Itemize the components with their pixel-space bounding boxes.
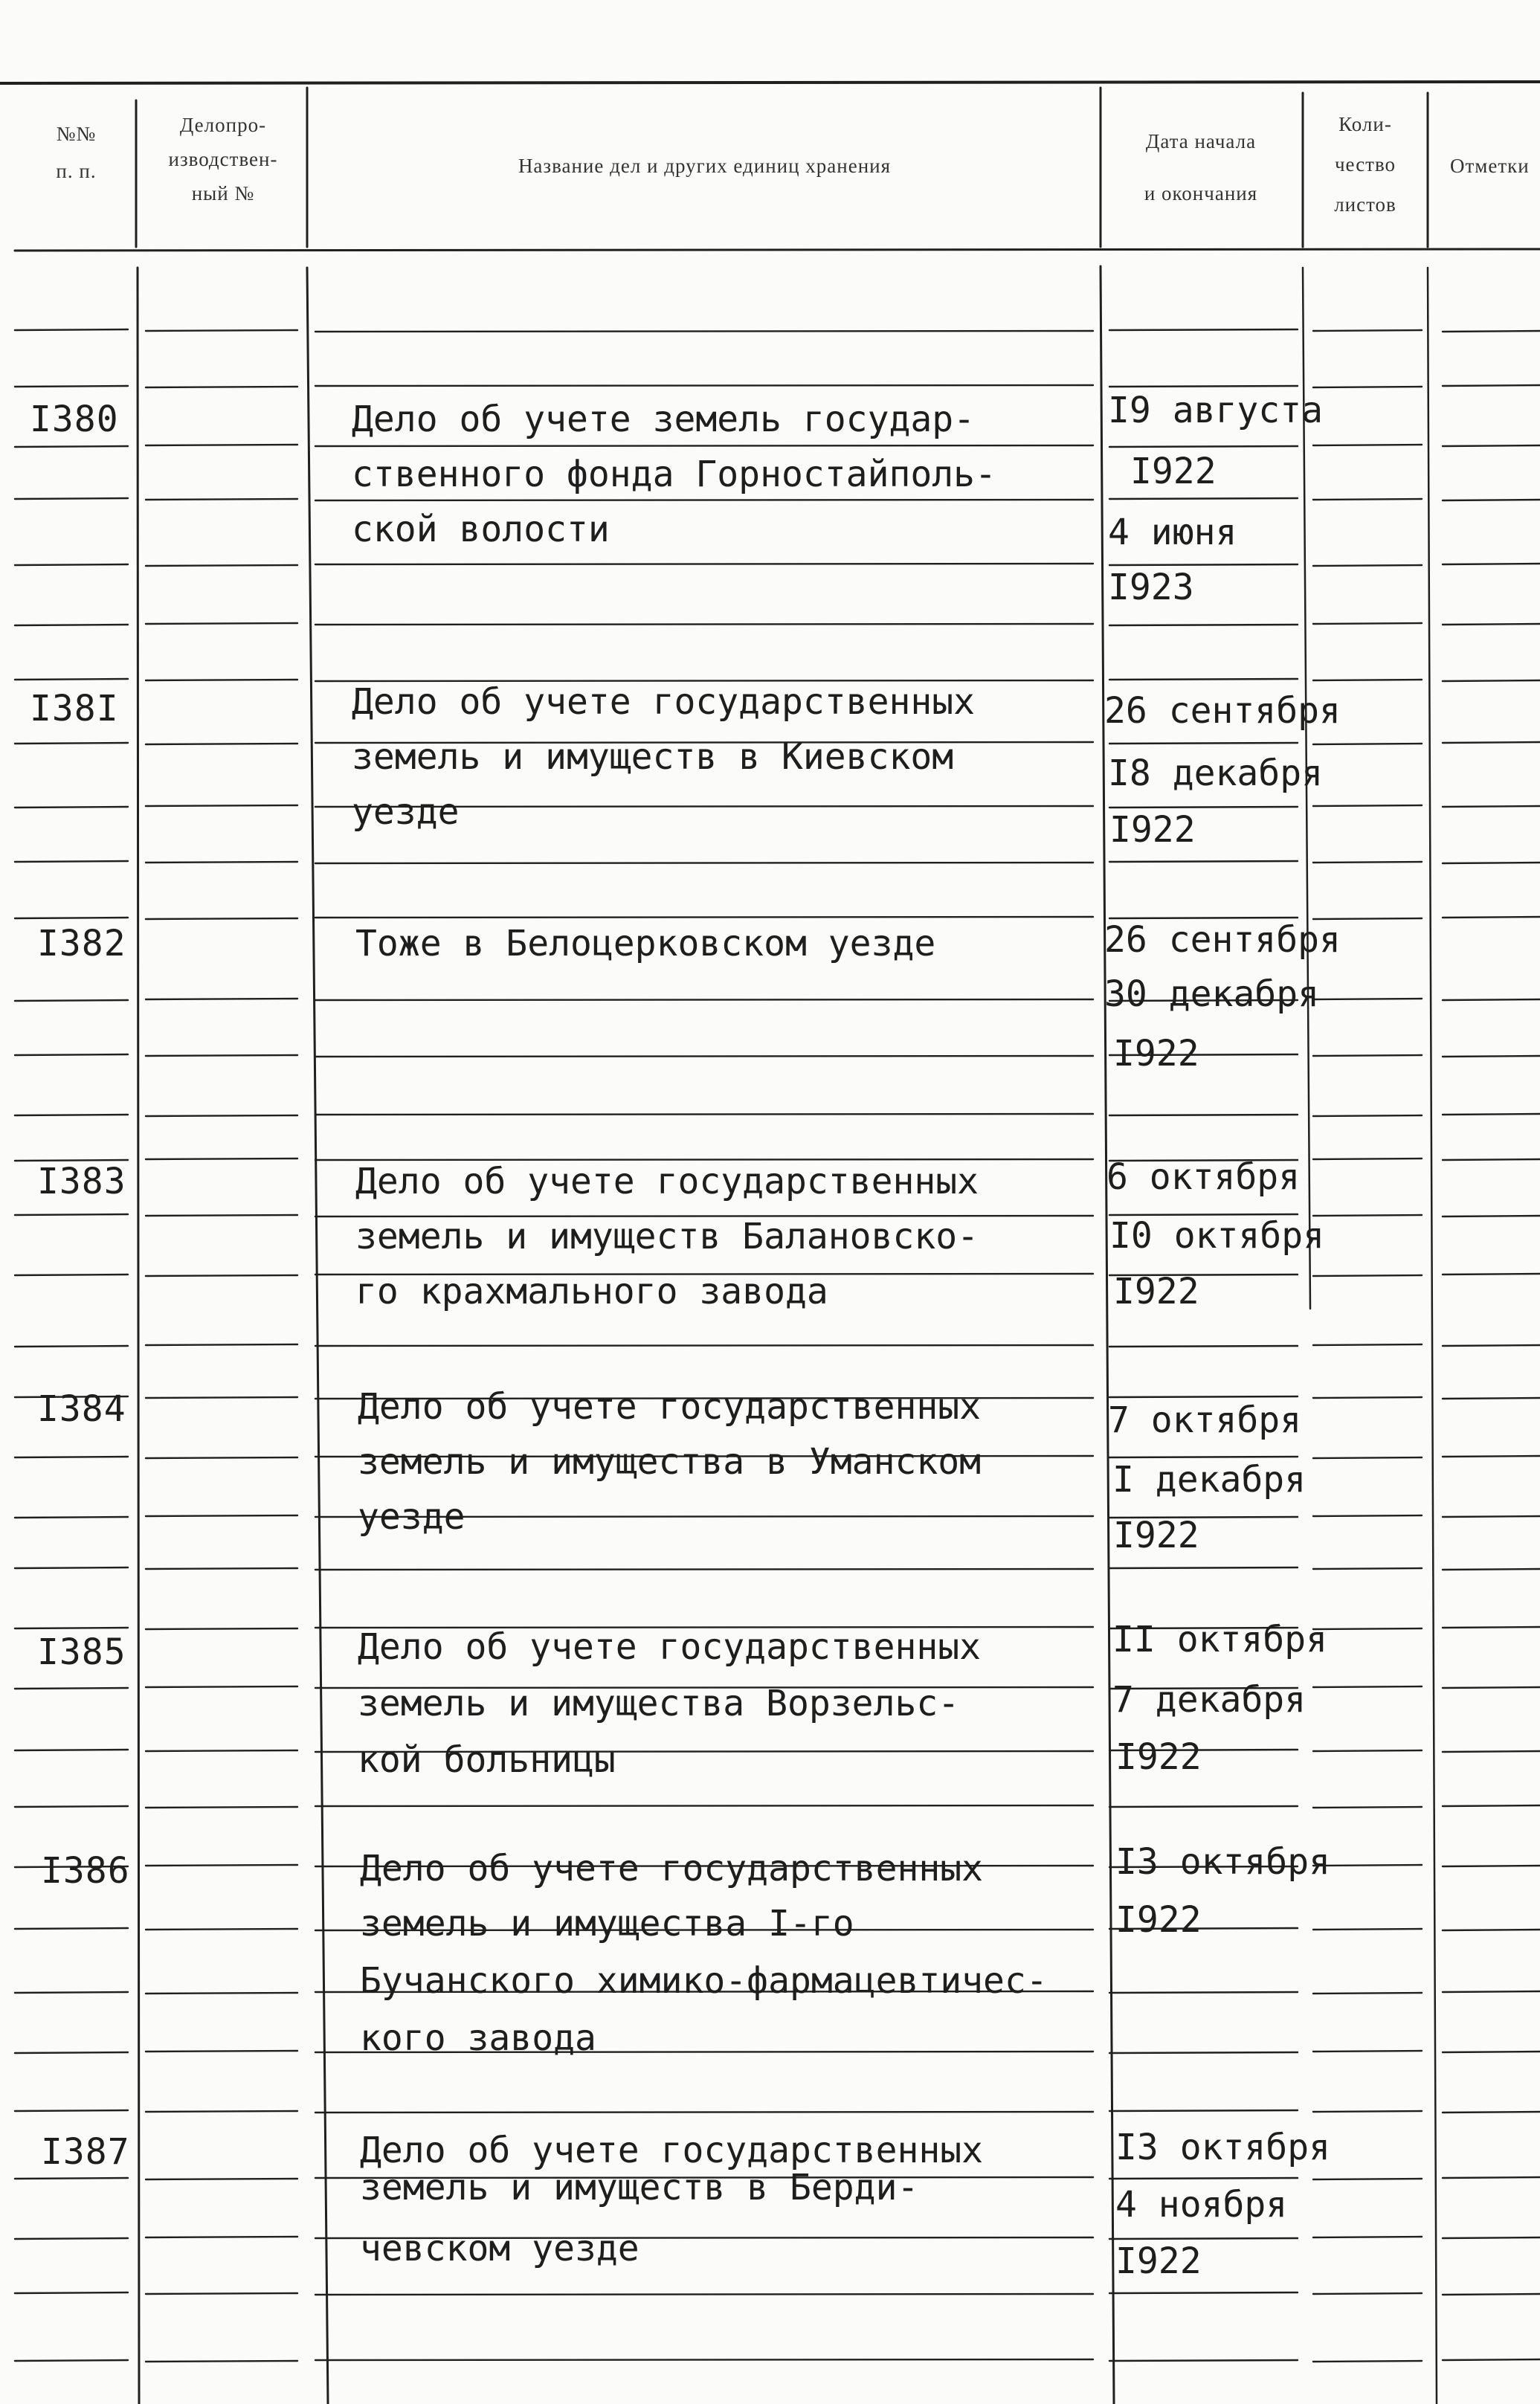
ruled-line [15,1274,128,1275]
ruled-line [1313,565,1422,566]
record-date-line: I декабря [1112,1459,1307,1501]
header-sheets-line2: чество [1334,153,1396,175]
ruled-line [15,564,128,565]
ruled-line [146,1397,297,1398]
ruled-line [1443,1516,1540,1517]
ruled-line [1109,1806,1298,1807]
record-date-line: I923 [1108,567,1194,608]
ruled-line [1109,2292,1298,2293]
ruled-line [146,623,297,624]
record-title-line: земель и имущества I-го [360,1903,854,1944]
ruled-line [1313,1515,1422,1516]
ruled-line [1313,1750,1422,1751]
ruled-line [315,331,1093,332]
ruled-line [1443,1627,1540,1628]
ruled-line [1443,1805,1540,1806]
record-title-line: го крахмального завода [355,1271,828,1312]
ruled-line [15,861,128,862]
record-date-line: I922 [1113,1033,1199,1074]
ruled-line [1313,1275,1422,1276]
ruled-line [146,2361,297,2362]
ruled-line [146,862,297,863]
ruled-line [15,329,128,330]
ruled-line [1443,2112,1540,2113]
header-number-line1: №№ [56,123,97,145]
ruled-line [1313,1628,1422,1629]
ruled-line [15,2360,128,2361]
ruled-line [1313,499,1422,500]
ruled-line [1313,2361,1422,2362]
ruled-line [15,2292,128,2293]
ruled-line [146,1993,297,1994]
ruled-line [1109,2360,1298,2361]
ruled-line [146,1628,297,1629]
ruled-line [15,1517,128,1518]
ruled-line [15,386,128,387]
ruled-line [1109,329,1298,330]
ruled-line [15,743,128,744]
header-sheets-line3: листов [1334,193,1396,216]
ruled-line [1313,1344,1422,1345]
ruled-line [1443,1687,1540,1688]
record-title-line: Дело об учете государственных [355,1161,979,1202]
ruled-line [15,1054,128,1055]
ruled-line [1443,1751,1540,1752]
ruled-line [1109,743,1298,744]
header-office-line1: Делопро- [179,114,267,136]
header-sheets-line1: Коли- [1338,113,1392,135]
ruled-line [15,2052,128,2053]
ruled-line [1313,1457,1422,1458]
ruled-line [146,1568,297,1569]
record-title-line: Тоже в Белоцерковском уезде [355,923,936,964]
ruled-line [146,1115,297,1116]
ruled-line [1443,742,1540,743]
record-number: I38I [30,688,119,729]
ruled-line [1313,1115,1422,1116]
record-date-line: I3 октября [1115,2127,1330,2168]
ruled-line [1443,2294,1540,2295]
ruled-line [1313,1055,1422,1056]
record-number: I386 [41,1850,130,1892]
ruled-line [1443,385,1540,386]
ruled-line [1443,2177,1540,2178]
record-date-line: I922 [1115,2240,1202,2282]
ruled-line [15,1000,128,1001]
ruled-line [146,1215,297,1216]
record-date-line: I0 октября [1109,1215,1324,1257]
header-dates-line2: и окончания [1144,182,1258,204]
ruled-line [315,2294,1093,2295]
record-number: I383 [37,1161,126,1202]
ruled-line [15,498,128,499]
ruled-line [1109,1346,1298,1347]
record-title-line: Дело об учете государственных [360,1848,984,1889]
ruled-line [15,1806,128,1807]
ruled-line [146,1807,297,1808]
ruled-line [15,679,128,680]
ruled-line [315,2359,1093,2360]
record-title-line: Бучанского химико-фармацевтичес- [360,1960,1048,2002]
record-date-line: 30 декабря [1104,973,1319,1015]
header-number-line2: п. п. [56,160,97,182]
ruled-line [146,499,297,500]
record-date-line: I922 [1113,1271,1199,1312]
record-date-line: I922 [1113,1515,1199,1556]
ruled-line [146,1929,297,1930]
ruled-line [146,565,297,566]
ruled-line [15,1214,128,1215]
ruled-line [1443,2359,1540,2360]
record-date-line: I922 [1130,451,1217,492]
ruled-line [146,330,297,331]
record-number: I385 [37,1631,126,1673]
ruled-line [146,2051,297,2052]
record-date-line: I922 [1115,1736,1202,1778]
ruled-line [1313,1215,1422,1216]
ruled-line [1313,862,1422,863]
record-number: I382 [37,923,126,964]
ruled-line [146,1055,297,1056]
record-title-line: Дело об учете государственных [352,681,976,723]
ruled-line [15,2110,128,2111]
ruled-line [315,1056,1093,1057]
record-title-line: ской волости [352,509,610,550]
record-title-line: Дело об учете государственных [360,2130,984,2171]
record-number: I380 [30,399,119,440]
record-number: I384 [37,1388,126,1430]
record-date-line: I8 декабря [1108,753,1323,794]
ruled-line [1443,917,1540,918]
ruled-line [1443,1991,1540,1992]
ruled-line [1443,331,1540,332]
ruled-line [1443,624,1540,625]
header-notes-col: Отметки [1450,155,1530,177]
ruled-line [315,385,1093,386]
ruled-line [1443,680,1540,681]
record-date-line: 26 сентября [1104,919,1341,961]
record-title-line: Дело об учете земель государ- [352,399,976,440]
header-office-line2: изводствен- [168,148,278,170]
ruled-line [1313,2111,1422,2112]
header-office-line3: ный № [191,182,255,204]
ruled-line [1313,805,1422,806]
header-title-col: Название дел и других единиц хранения [518,155,892,177]
ruled-line [1109,1992,1298,1993]
ruled-line [1443,1569,1540,1570]
ruled-line [146,2293,297,2294]
record-date-line: II октября [1112,1619,1327,1660]
record-date-line: 7 декабря [1112,1679,1307,1721]
header-sheets-col [1305,104,1425,225]
record-title-line: земель и имущества в Уманском [358,1441,982,1483]
record-date-line: 26 сентября [1104,690,1341,732]
ruled-line [15,807,128,808]
ruled-line [1313,623,1422,624]
header-office-number-col [141,108,305,210]
ruled-line [1443,1114,1540,1115]
record-title-line: уезде [358,1496,465,1538]
ruled-line [315,1569,1093,1570]
record-date-line: 4 июня [1108,512,1237,553]
ruled-line [1313,330,1422,331]
ruled-line [1443,445,1540,446]
record-title-line: земель и имущества Ворзельс- [358,1683,960,1724]
record-title-line: земель и имуществ Балановско- [355,1216,979,1257]
record-date-line: I922 [1115,1899,1202,1941]
ruled-line [1109,2110,1298,2111]
record-title-line: земель и имуществ в Киевском [352,736,954,778]
ruled-line [146,2111,297,2112]
ruled-line [1313,1807,1422,1808]
record-title-line: кой больницы [358,1739,616,1781]
ruled-line [1313,1568,1422,1569]
record-date-line: I9 августа [1108,390,1323,431]
ruled-line [1443,1056,1540,1057]
ruled-line [1313,1993,1422,1994]
ruled-line [315,1345,1093,1346]
record-date-line: 4 ноября [1115,2184,1288,2226]
ruled-line [146,1750,297,1751]
ruled-line [15,1928,128,1929]
header-dates-line1: Дата начала [1145,130,1257,152]
record-number: I387 [41,2131,130,2173]
ruled-line [315,999,1093,1000]
ruled-line [1443,1398,1540,1399]
ruled-line [1443,999,1540,1000]
record-title-line: кого завода [360,2017,596,2059]
ruled-line [1443,1159,1540,1160]
ruled-line [1313,1686,1422,1687]
ruled-line [1443,2237,1540,2238]
ruled-line [146,1865,297,1866]
ruled-line [1443,1456,1540,1457]
record-title-line: уезде [352,791,460,833]
record-title-line: чевском уезде [360,2228,639,2269]
ruled-line [15,1688,128,1689]
ruled-line [1443,1345,1540,1346]
ruled-line [1313,2051,1422,2052]
ruled-line [146,805,297,806]
ruled-line [15,1567,128,1568]
header-number-col [30,115,123,190]
ruled-line [315,624,1093,625]
ruled-line [146,1686,297,1687]
ruled-line [315,1805,1093,1806]
ruled-line [15,2238,128,2239]
ruled-line [315,2112,1093,2113]
header-dates-col [1101,115,1301,219]
record-title-line: Дело об учете государственных [358,1626,982,1668]
record-date-line: 6 октября [1106,1156,1301,1198]
record-date-line: I922 [1109,809,1196,851]
ruled-line [315,1114,1093,1115]
ruled-line [146,1515,297,1516]
ruled-line [15,1992,128,1993]
ruled-line [1313,1929,1422,1930]
record-date-line: I3 октября [1115,1841,1330,1883]
ruled-line [146,1344,297,1345]
record-title-line: земель и имуществ в Берди- [360,2167,919,2208]
ruled-line [1109,1567,1298,1568]
ruled-line [146,1457,297,1458]
record-date-line: 7 октября [1108,1399,1302,1441]
record-title-line: Дело об учете государственных [358,1386,982,1428]
ruled-line [1443,806,1540,807]
ruled-line [15,1346,128,1347]
ruled-line [1109,2052,1298,2053]
ruled-line [1313,2293,1422,2294]
ruled-line [1109,861,1298,862]
ruled-line [146,1275,297,1276]
ruled-line [1313,1397,1422,1398]
record-title-line: ственного фонда Горностайполь- [352,454,996,495]
ruled-line [1109,679,1298,680]
ruled-line [146,918,297,919]
